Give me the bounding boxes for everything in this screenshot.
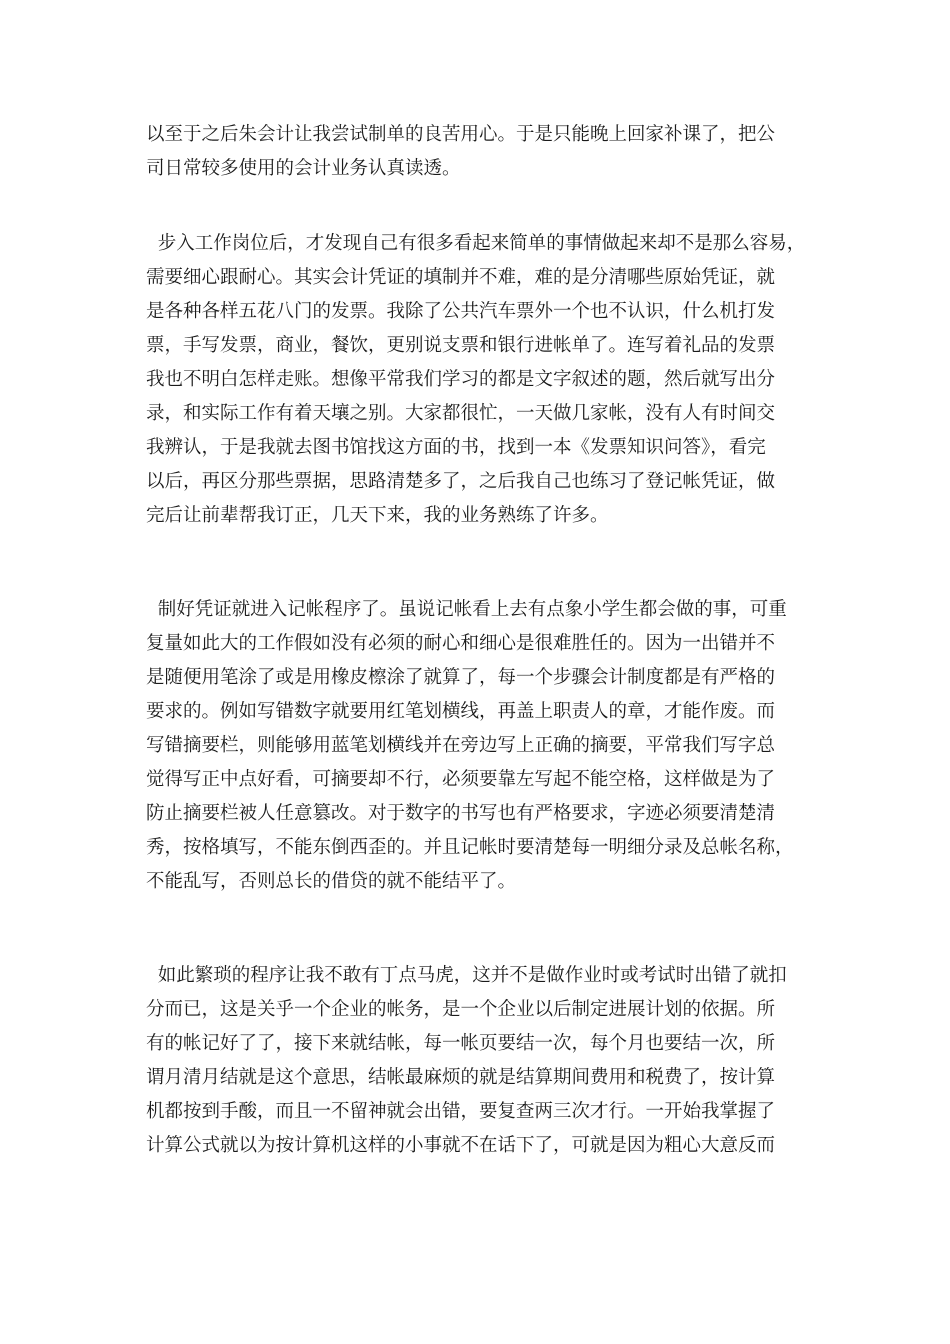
text-line: 需要细心跟耐心。其实会计凭证的填制并不难，难的是分清哪些原始凭证，就 <box>146 267 776 288</box>
text-line: 录，和实际工作有着天壤之别。大家都很忙，一天做几家帐，没有人有时间交 <box>146 403 776 424</box>
text-line: 要求的。例如写错数字就要用红笔划横线，再盖上职责人的章，才能作废。而 <box>146 701 776 722</box>
text-line: 司日常较多使用的会计业务认真读透。 <box>146 158 461 179</box>
text-line: 是各种各样五花八门的发票。我除了公共汽车票外一个也不认识，什么机打发 <box>146 301 776 322</box>
text-line: 觉得写正中点好看，可摘要却不行，必须要靠左写起不能空格，这样做是为了 <box>146 769 776 790</box>
paragraph-3 <box>146 593 826 899</box>
text-line: 完后让前辈帮我订正，几天下来，我的业务熟练了许多。 <box>146 505 609 526</box>
text-line: 防止摘要栏被人任意篡改。对于数字的书写也有严格要求，字迹必须要清楚清 <box>146 803 776 824</box>
text-line: 我辨认，于是我就去图书馆找这方面的书，找到一本《发票知识问答》，看完 <box>146 437 766 458</box>
paragraph-4 <box>146 959 826 1163</box>
paragraph-1 <box>146 118 826 186</box>
text-line: 机都按到手酸，而且一不留神就会出错，要复查两三次才行。一开始我掌握了 <box>146 1101 776 1122</box>
text-line: 以至于之后朱会计让我尝试制单的良苦用心。于是只能晚上回家补课了，把公 <box>146 124 776 145</box>
text-line: 制好凭证就进入记帐程序了。虽说记帐看上去有点象小学生都会做的事，可重 <box>146 599 787 620</box>
text-line: 票，手写发票，商业，餐饮，更别说支票和银行进帐单了。连写着礼品的发票 <box>146 335 776 356</box>
text-line: 分而已，这是关乎一个企业的帐务，是一个企业以后制定进展计划的依据。所 <box>146 999 776 1020</box>
text-line: 谓月清月结就是这个意思，结帐最麻烦的就是结算期间费用和税费了，按计算 <box>146 1067 776 1088</box>
text-line: 步入工作岗位后，才发现自己有很多看起来简单的事情做起来却不是那么容易， <box>146 233 806 254</box>
text-line: 不能乱写，否则总长的借贷的就不能结平了。 <box>146 871 517 892</box>
text-line: 秀，按格填写，不能东倒西歪的。并且记帐时要清楚每一明细分录及总帐名称， <box>146 837 794 858</box>
text-line: 有的帐记好了了，接下来就结帐，每一帐页要结一次，每个月也要结一次，所 <box>146 1033 776 1054</box>
text-line: 写错摘要栏，则能够用蓝笔划横线并在旁边写上正确的摘要，平常我们写字总 <box>146 735 776 756</box>
text-line: 我也不明白怎样走账。想像平常我们学习的都是文字叙述的题，然后就写出分 <box>146 369 776 390</box>
text-line: 如此繁琐的程序让我不敢有丁点马虎，这并不是做作业时或考试时出错了就扣 <box>146 965 787 986</box>
text-line: 计算公式就以为按计算机这样的小事就不在话下了，可就是因为粗心大意反而 <box>146 1135 776 1156</box>
paragraph-2 <box>146 227 826 533</box>
text-line: 复量如此大的工作假如没有必须的耐心和细心是很难胜任的。因为一出错并不 <box>146 633 776 654</box>
text-line: 是随便用笔涂了或是用橡皮檫涂了就算了，每一个步骤会计制度都是有严格的 <box>146 667 776 688</box>
text-line: 以后，再区分那些票据，思路清楚多了，之后我自己也练习了登记帐凭证，做 <box>146 471 776 492</box>
